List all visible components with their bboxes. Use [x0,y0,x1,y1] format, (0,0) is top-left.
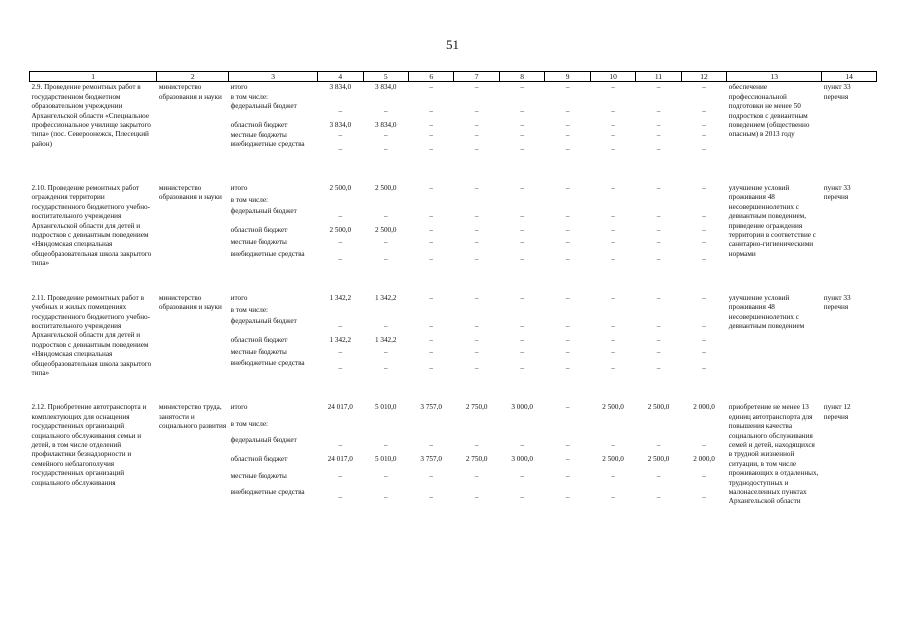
amount-cell: – [429,145,433,154]
amount-cell: – [702,322,706,331]
amount-cell: – [656,83,661,92]
column-number: 9 [545,72,590,82]
funding-source: федеральный бюджет [230,102,297,111]
amount-cell: 2 750,0 [465,403,488,412]
amount-cell: – [383,347,388,356]
amount-cell: – [429,441,433,450]
amount-cell [545,420,590,436]
amount-cell: – [429,212,433,221]
amount-cell: – [520,121,524,130]
amount-cell: – [702,145,706,154]
basis-reference: пункт 33 перечня [823,184,851,202]
executor: министерство образования и науки [158,83,222,101]
funding-source: местные бюджеты [230,238,287,247]
amount-cell [318,196,363,208]
column-number: 2 [157,72,229,82]
amount-cell: – [656,347,661,356]
amount-cell: – [565,83,570,92]
executor: министерство образования и науки [158,184,222,202]
amount-cell: – [520,130,524,139]
amount-cell [408,93,453,102]
amount-cell: – [656,254,661,263]
amount-cell: – [702,83,706,92]
funding-source: итого [230,293,248,302]
amount-cell: – [429,226,433,235]
budget-row [30,293,877,306]
amount-cell [363,306,408,318]
amount-cell [590,420,635,436]
amount-cell: – [611,293,615,302]
basis-reference: пункт 12 перечня [823,403,851,421]
amount-cell: – [565,403,570,412]
amount-cell [636,306,681,318]
amount-cell: – [474,364,479,373]
page-number: 51 [446,37,459,52]
funding-source: в том числе: [230,420,269,429]
amount-cell: 3 000,0 [511,455,533,464]
amount-cell: 2 000,0 [693,455,715,464]
amount-cell: – [520,336,524,345]
amount-cell: – [429,254,433,263]
amount-cell: – [611,322,615,331]
measure-name: 2.10. Проведение ремонтных работ ограждения территории государственного бюджетного учебно-воспитательного учреждения Архангельской области для детей и подростков с девиантным поведением «Няндомская специальная общеобразовательная школа закрытого типа» [31,184,152,268]
amount-cell [363,420,408,436]
amount-cell: – [338,238,343,247]
amount-cell: – [474,130,479,139]
amount-cell: – [520,107,524,116]
amount-cell: – [474,238,479,247]
amount-cell: – [383,238,388,247]
amount-cell: – [338,254,343,263]
amount-cell: – [429,184,433,193]
amount-cell: – [383,492,388,501]
amount-cell: – [656,471,661,480]
column-number: 5 [363,72,408,82]
funding-source: областной бюджет [230,121,288,130]
amount-cell: – [338,441,343,450]
budget-row [30,82,877,93]
amount-cell: 3 757,0 [420,455,442,464]
program-table [29,71,877,507]
column-number: 1 [30,72,157,82]
amount-cell: – [656,441,661,450]
amount-cell [681,196,726,208]
amount-cell [590,93,635,102]
column-number: 14 [822,72,877,82]
spacer-cell [30,378,877,402]
amount-cell [499,196,544,208]
amount-cell [499,93,544,102]
amount-cell: – [383,322,388,331]
amount-cell: – [338,130,343,139]
amount-cell: – [383,130,388,139]
amount-cell: – [474,184,479,193]
amount-cell: – [474,293,479,302]
amount-cell: 2 000,0 [693,403,715,412]
amount-cell: – [429,83,433,92]
amount-cell: – [338,212,343,221]
amount-cell: – [474,121,479,130]
amount-cell: – [474,471,479,480]
amount-cell: – [656,238,661,247]
amount-cell: 2 500,0 [647,455,670,464]
amount-cell: – [429,336,433,345]
measure-name: 2.12. Приобретение автотранспорта и комплектующих для оснащения государственных организаций социального обслуживания семьи и детей, в том числе отделений профилактики безнадзорности и семейного неблагополучия государственных организаций социального обслуживания [31,403,147,487]
amount-cell: – [702,364,706,373]
amount-cell: – [338,492,343,501]
basis-reference: пункт 33 перечня [823,83,851,101]
amount-cell: – [429,130,433,139]
amount-cell: – [656,145,661,154]
amount-cell: – [611,145,615,154]
amount-cell: – [611,184,615,193]
executor: министерство образования и науки [158,293,222,312]
amount-cell: – [565,471,570,480]
amount-cell [636,93,681,102]
amount-cell: 24 017,0 [327,455,353,464]
amount-cell [454,196,499,208]
amount-cell: – [429,364,433,373]
amount-cell: – [702,254,706,263]
amount-cell: – [656,336,661,345]
amount-cell: – [611,336,615,345]
amount-cell: – [702,130,706,139]
amount-cell: – [383,107,388,116]
amount-cell: – [611,364,615,373]
amount-cell: – [702,238,706,247]
amount-cell [636,420,681,436]
expected-result: приобретение не менее 13 единиц автотранспорта для повышения качества социального обслуживания семей и детей, находящихся в трудной жизненной ситуации, в том числе проживающих в отдаленных, труднодоступных и малонаселенных пунктах Архангельской области [728,403,819,506]
funding-source: в том числе: [230,305,269,314]
amount-cell: – [338,145,343,154]
amount-cell: – [656,212,661,221]
amount-cell: – [702,184,706,193]
amount-cell: 24 017,0 [327,403,353,412]
amount-cell: – [611,441,615,450]
amount-cell: – [429,107,433,116]
amount-cell [681,306,726,318]
amount-cell: 3 834,0 [329,121,352,130]
amount-cell: 3 000,0 [511,403,533,412]
amount-cell: 2 500,0 [647,403,670,412]
amount-cell [408,196,453,208]
amount-cell: – [656,107,661,116]
amount-cell: 3 757,0 [420,403,442,412]
basis-reference: пункт 33 перечня [823,293,851,312]
amount-cell: – [702,121,706,130]
amount-cell: – [656,226,661,235]
amount-cell: 3 834,0 [374,121,397,130]
amount-cell: – [338,107,343,116]
column-number: 3 [229,72,318,82]
amount-cell: 3 834,0 [329,83,352,92]
amount-cell: – [611,238,615,247]
amount-cell: 2 500,0 [602,455,624,464]
spacer-cell [30,159,877,183]
amount-cell: – [702,336,706,345]
funding-source: областной бюджет [230,455,288,464]
amount-cell: – [611,107,615,116]
amount-cell: – [520,83,524,92]
amount-cell [590,306,635,318]
budget-row [30,183,877,196]
amount-cell: – [611,83,615,92]
amount-cell: – [520,254,524,263]
amount-cell: – [702,226,706,235]
amount-cell: – [474,441,479,450]
amount-cell: – [520,293,524,302]
amount-cell [318,93,363,102]
funding-source: областной бюджет [230,226,288,235]
amount-cell [318,306,363,318]
amount-cell: – [565,212,570,221]
amount-cell: 2 500,0 [329,184,352,193]
amount-cell: – [565,347,570,356]
amount-cell: – [383,471,388,480]
section-spacer [30,159,877,183]
funding-source: внебюджетные средства [230,140,305,149]
amount-cell: – [429,238,433,247]
amount-cell: – [520,226,524,235]
amount-cell: – [338,471,343,480]
amount-cell: – [611,471,615,480]
amount-cell: – [474,492,479,501]
amount-cell [545,196,590,208]
amount-cell: – [520,184,524,193]
amount-cell: – [474,145,479,154]
section-spacer [30,378,877,402]
amount-cell: – [565,107,570,116]
funding-source: местные бюджеты [230,347,287,356]
amount-cell: – [611,254,615,263]
amount-cell: – [383,441,388,450]
amount-cell: – [702,212,706,221]
amount-cell: – [383,254,388,263]
amount-cell: – [474,322,479,331]
amount-cell: 5 010,0 [374,403,397,412]
amount-cell [408,306,453,318]
amount-cell: 1 342,2 [374,293,397,302]
column-number: 13 [727,72,822,82]
amount-cell: – [429,471,433,480]
amount-cell: 1 342,2 [329,293,352,302]
amount-cell [363,93,408,102]
amount-cell [681,420,726,436]
amount-cell: – [474,212,479,221]
section-spacer [30,269,877,293]
amount-cell: – [520,322,524,331]
column-number: 7 [454,72,499,82]
amount-cell: – [520,441,524,450]
amount-cell [636,196,681,208]
amount-cell [318,420,363,436]
amount-cell: – [429,347,433,356]
amount-cell: – [565,130,570,139]
amount-cell: – [474,107,479,116]
amount-cell: – [429,121,433,130]
column-number: 6 [408,72,453,82]
amount-cell: – [520,238,524,247]
amount-cell: – [474,83,479,92]
amount-cell: – [702,347,706,356]
spacer-cell [30,269,877,293]
amount-cell: – [611,347,615,356]
funding-source: областной бюджет [230,336,288,345]
amount-cell: – [338,364,343,373]
amount-cell: 3 834,0 [374,83,397,92]
column-number-row [30,72,877,82]
amount-cell: 2 500,0 [329,226,352,235]
amount-cell: – [383,212,388,221]
amount-cell: – [565,441,570,450]
expected-result: улучшение условий проживания 48 несовершеннолетних с девиантным поведением, приведение ограждения территории в соответствие с санитарно-гигиеническими нормами [728,184,816,258]
column-number: 12 [681,72,726,82]
amount-cell [454,93,499,102]
amount-cell: – [383,364,388,373]
measure-name: 2.11. Проведение ремонтных работ в учебных и жилых помещениях государственного бюджетного учебно-воспитательного учреждения Архангельской области для детей и подростков с девиантным поведением «Няндомская специальная общеобразовательная школа закрытого типа» [31,293,152,377]
amount-cell: 5 010,0 [374,455,397,464]
funding-source: внебюджетные средства [230,249,305,258]
amount-cell: – [474,336,479,345]
amount-cell: – [565,322,570,331]
funding-source: в том числе: [230,92,269,101]
amount-cell: – [565,184,570,193]
amount-cell: – [702,441,706,450]
amount-cell: – [520,347,524,356]
funding-source: местные бюджеты [230,130,287,139]
amount-cell: – [338,347,343,356]
column-number: 10 [590,72,635,82]
expected-result: улучшение условий проживания 48 несовершеннолетних с девиантным поведением [728,293,805,330]
amount-cell: – [474,254,479,263]
funding-source: внебюджетные средства [230,359,305,368]
funding-source: федеральный бюджет [230,317,297,326]
amount-cell: – [520,471,524,480]
amount-cell [590,196,635,208]
funding-source: местные бюджеты [230,471,287,480]
column-number: 8 [499,72,544,82]
amount-cell: – [656,121,661,130]
column-number: 4 [318,72,363,82]
amount-cell: – [520,364,524,373]
amount-cell: – [702,471,706,480]
amount-cell [499,420,544,436]
amount-cell: – [565,455,570,464]
funding-source: в том числе: [230,195,269,204]
amount-cell: – [565,364,570,373]
amount-cell: 2 500,0 [374,184,397,193]
amount-cell: – [702,293,706,302]
executor: министерство труда, занятости и социального развития [158,403,227,431]
amount-cell [545,306,590,318]
amount-cell [499,306,544,318]
amount-cell: – [611,212,615,221]
amount-cell: – [565,336,570,345]
funding-source: федеральный бюджет [230,207,297,216]
amount-cell [545,93,590,102]
amount-cell: – [656,293,661,302]
amount-cell: 2 500,0 [374,226,397,235]
amount-cell: – [520,145,524,154]
amount-cell: – [565,254,570,263]
amount-cell: 2 750,0 [465,455,488,464]
column-number: 11 [636,72,681,82]
funding-source: итого [230,83,248,92]
amount-cell: – [656,322,661,331]
amount-cell: – [520,212,524,221]
amount-cell: – [338,322,343,331]
amount-cell: – [702,107,706,116]
amount-cell: – [565,293,570,302]
amount-cell: – [565,226,570,235]
expected-result: обеспечение профессиональной подготовки не менее 50 подростков с девиантным поведением (общественно опасным) в 2013 году [728,83,810,139]
funding-source: федеральный бюджет [230,436,297,445]
amount-cell: – [565,121,570,130]
amount-cell [681,93,726,102]
amount-cell: – [429,293,433,302]
funding-source: итого [230,403,248,412]
amount-cell: – [474,226,479,235]
amount-cell: – [565,238,570,247]
amount-cell [454,420,499,436]
measure-name: 2.9. Проведение ремонтных работ в государственном бюджетном образовательном учреждении Архангельской области «Специальное профессиональное училище закрытого типа» (пос. Североонежск, Плесецкий район) [31,83,151,148]
funding-source: итого [230,184,248,193]
amount-cell [363,196,408,208]
amount-cell: – [429,492,433,501]
amount-cell: 1 342,2 [374,336,397,345]
amount-cell: – [429,322,433,331]
amount-cell: – [656,184,661,193]
amount-cell: – [383,145,388,154]
amount-cell: 2 500,0 [602,403,624,412]
amount-cell: – [565,145,570,154]
amount-cell: – [656,364,661,373]
amount-cell: – [565,492,570,501]
amount-cell: – [611,121,615,130]
amount-cell: – [702,492,706,501]
amount-cell: – [656,492,661,501]
amount-cell: – [474,347,479,356]
amount-cell: 1 342,2 [329,336,352,345]
amount-cell [454,306,499,318]
amount-cell: – [520,492,524,501]
amount-cell [408,420,453,436]
funding-source: внебюджетные средства [230,487,305,496]
budget-row [30,402,877,420]
amount-cell: – [611,226,615,235]
amount-cell: – [656,130,661,139]
amount-cell: – [611,492,615,501]
amount-cell: – [611,130,615,139]
